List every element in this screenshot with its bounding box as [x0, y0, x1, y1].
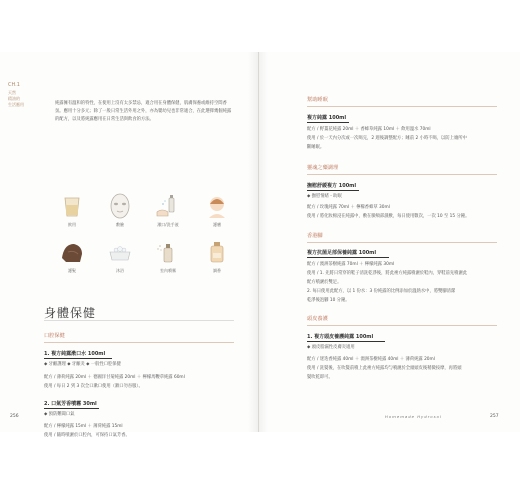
- item-title: 撫慰舒緩複方 100ml: [307, 183, 357, 189]
- item-tag: ◆ 頭皮脂漏性皮膚炎適用: [307, 345, 355, 350]
- chapter-tab-line: 天然: [8, 90, 16, 95]
- oral-care-heading: 口腔保健: [44, 333, 65, 339]
- section-divider: [44, 320, 234, 321]
- item-tag: ◆ 牙齦護理 ◆ 牙齦炎 ◆ 一般性口腔保健: [44, 362, 121, 367]
- recipe-line: 配方 / 澳洲茶樹純露 70ml ＋ 檸檬純露 30ml: [307, 262, 395, 267]
- item-title: 2. 口氣芳香噴霧 30ml: [44, 401, 97, 407]
- usage-item: [148, 238, 188, 283]
- item-title: 1. 複方純露漱口水 100ml: [44, 351, 106, 357]
- heading-rule: [307, 106, 497, 107]
- recipe-line: 使用 / 1. 先將日常穿的鞋子清洗乾淨後，將此複方純露噴灑於鞋內，穿鞋前先噴灑此: [307, 271, 468, 276]
- skincare-icon: [203, 192, 231, 220]
- blending-icon: [203, 238, 231, 266]
- recipe-line: 配方 / 迷迭香純露 40ml ＋ 澳洲茶樹純露 40ml ＋ 薄荷純露 20ml: [307, 357, 435, 362]
- recipe-line: 使用 / 每日 2 到 3 次全口漱口使用（漱口勿吞服）。: [44, 384, 143, 389]
- usage-label: 沐浴: [116, 268, 124, 273]
- item-tag: ◆ 撫慰情緒・助眠: [307, 194, 342, 199]
- usage-label: 室內噴霧: [160, 268, 176, 273]
- recipe-line: 使用 / 將化妝棉浸在純露中，敷在臉頰部濕敷，每日使用數次，一次 10 至 15 分鐘。: [307, 214, 470, 219]
- heading-rule: [307, 242, 497, 243]
- item-title-underline: [44, 358, 112, 359]
- item-title: 1. 複方頭皮養護純露 100ml: [307, 334, 374, 340]
- scalp-care-heading: 頭皮養護: [307, 316, 328, 322]
- usage-item: [197, 238, 237, 283]
- heading-rule: [307, 174, 497, 175]
- sleep-heading: 幫助睡眠: [307, 97, 328, 103]
- usage-item: [148, 192, 188, 237]
- usage-item: [100, 238, 140, 283]
- recipe-line: 使用 / 隨時噴灑於口腔內，可保持口氣芳香。: [44, 433, 130, 438]
- bath-icon: [106, 238, 134, 266]
- chapter-tab-line: 生活應用: [8, 102, 24, 107]
- usage-label: 飲用: [68, 222, 76, 227]
- usage-item: [100, 192, 140, 237]
- recipe-line: 髮吹乾即可。: [307, 375, 333, 380]
- right-page: [259, 52, 520, 432]
- item-title: 複方純露 100ml: [307, 115, 347, 121]
- item-title-underline: [307, 122, 349, 123]
- right-page-number: 257: [490, 414, 499, 419]
- recipe-line: 使用 / 洗髮後，在吹髮前噴上此複方純露均勻噴灑於全頭頭皮後稍微按摩，再將頭: [307, 366, 462, 371]
- soul-care-heading: 靈魂之藥調理: [307, 165, 339, 171]
- usage-item: [52, 192, 92, 237]
- hair-icon: [58, 238, 86, 266]
- recipe-line: 配方 / 檸檬純露 15ml ＋ 薄荷純露 15ml: [44, 424, 123, 429]
- intro-paragraph: 純露擁有溫和的特性，在使用上沒有太多禁忌，適合用在身體保健，肌膚保養或維持空間香氛。應用十分多元；除了一般日常生活外用之外，亦為嬰幼兒也非常適合，在此選擇幾個純露的配方，以及將純露應用在日常生活與飲食的方法。: [55, 101, 232, 122]
- drink-icon: [58, 192, 86, 220]
- left-page: [0, 52, 259, 438]
- room-spray-icon: [154, 238, 182, 266]
- book-spread: [0, 52, 520, 438]
- usage-icon-grid: [52, 192, 237, 282]
- usage-label: 漱口/洗手液: [157, 222, 179, 227]
- heading-rule: [44, 342, 234, 343]
- item-title-underline: [307, 341, 385, 342]
- recipe-line: 斷睡眠。: [307, 145, 325, 150]
- chapter-tab: [8, 82, 26, 108]
- recipe-line: 配方 / 玫瑰純露 70ml ＋ 檸檬香蜂草 30ml: [307, 205, 390, 210]
- book-gutter: [248, 52, 268, 432]
- running-footer: Homemade Hydrosol: [385, 414, 442, 419]
- item-title-underline: [44, 408, 99, 409]
- heading-rule: [307, 325, 497, 326]
- recipe-line: 使用 / 於一天內分次或一次喝完，2 週後調整配方；睡前 2 小時不喝，以防上廁所中: [307, 136, 467, 141]
- athletes-foot-heading: 香港腳: [307, 233, 323, 239]
- usage-item: [197, 192, 237, 237]
- usage-label: 護膚: [213, 222, 221, 227]
- mask-icon: [106, 192, 134, 220]
- recipe-line: 配方噴灑於雙足。: [307, 280, 342, 285]
- recipe-line: 乾淨後泡腳 10 分鐘。: [307, 298, 350, 303]
- item-tag: ◆ 預防難聞口氣: [44, 412, 75, 417]
- chapter-tab-line: 精油的: [8, 96, 20, 101]
- chapter-number: CH.1: [8, 82, 20, 88]
- item-title-underline: [307, 190, 359, 191]
- hand-wash-icon: [154, 192, 182, 220]
- section-title: 身體保健: [44, 306, 97, 320]
- usage-label: 調香: [213, 268, 221, 273]
- usage-item: [52, 238, 92, 283]
- item-title-underline: [307, 257, 389, 258]
- usage-label: 護髮: [68, 268, 76, 273]
- item-title: 複方抗菌足部保養純露 100ml: [307, 250, 377, 256]
- recipe-line: 2. 每日使用此配方，以 1 份水：3 份純露的比例添加於溫熱水中，將雙腳清潔: [307, 289, 456, 294]
- recipe-line: 配方 / 野薑花純露 20ml ＋ 香蜂草純露 10ml ＋ 飲用溫水 70ml: [307, 127, 431, 132]
- usage-label: 敷臉: [116, 222, 124, 227]
- left-page-number: 256: [10, 414, 19, 419]
- recipe-line: 配方 / 薄荷純露 20ml ＋ 德國洋甘菊純露 20ml ＋ 檸檬馬鞭草純露 60ml: [44, 375, 185, 380]
